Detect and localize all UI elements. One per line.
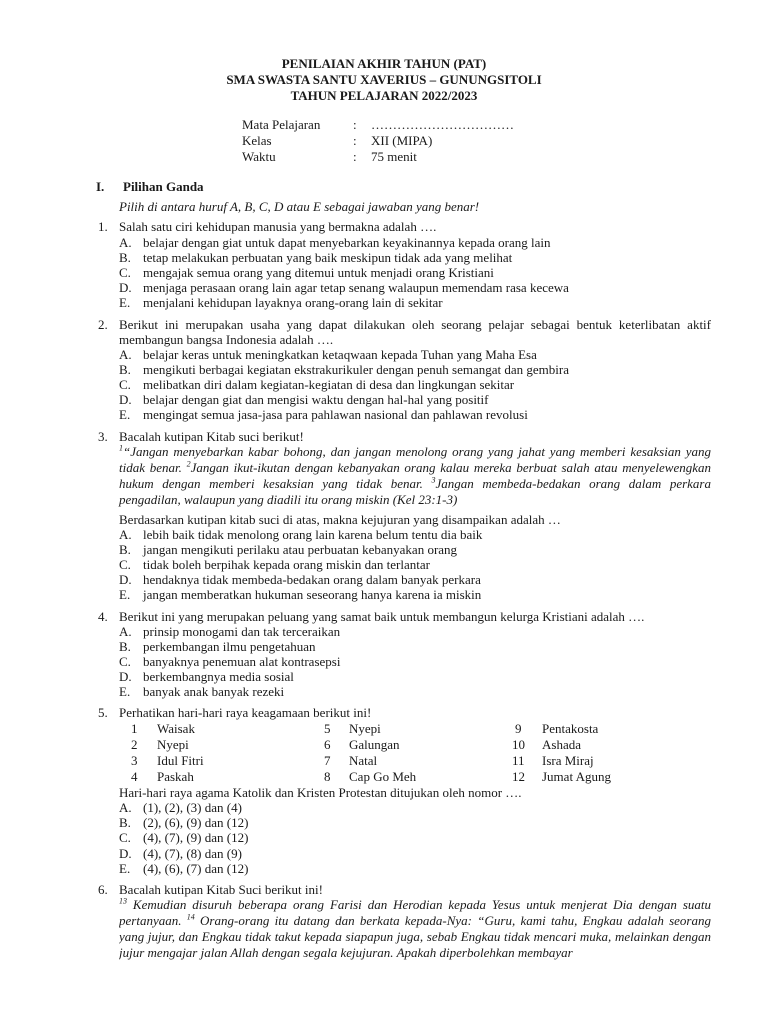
option-text: prinsip monogami dan tak terceraikan: [143, 624, 341, 639]
option-letter: B.: [119, 815, 131, 830]
school-name: SMA SWASTA SANTU XAVERIUS – GUNUNGSITOLI: [226, 72, 542, 87]
option-letter: B.: [119, 250, 131, 265]
option-letter: C.: [119, 557, 131, 572]
option-letter: B.: [119, 639, 131, 654]
option-text: (4), (7), (9) dan (12): [143, 830, 249, 845]
option-text: jangan memberatkan hukuman seseorang hanya karena ia miskin: [143, 587, 482, 602]
verse-text: Kemudian disuruh beberapa orang Farisi dan Herodian kepada Yesus untuk menjerat Dia dengan suatu pertanyaan.: [119, 897, 711, 928]
question-number: 2.: [98, 317, 108, 332]
question-number: 4.: [98, 609, 108, 624]
option-text: perkembangan ilmu pengetahuan: [143, 639, 316, 654]
holiday-number: 7: [324, 753, 331, 768]
holiday-number: 5: [324, 721, 331, 736]
question-number: 6.: [98, 882, 108, 897]
verse-text: Jangan membeda-bedakan orang dalam perkara pengadilan, walaupun yang diadili itu orang miskin (Kel 23:1-3): [119, 476, 711, 507]
holiday-name: Cap Go Meh: [349, 769, 417, 784]
holiday-number: 8: [324, 769, 331, 784]
option-text: banyaknya penemuan alat kontrasepsi: [143, 654, 341, 669]
option-text: menjalani kehidupan layaknya orang-orang lain di sekitar: [143, 295, 443, 310]
option-text: mengingat semua jasa-jasa para pahlawan nasional dan pahlawan revolusi: [143, 407, 528, 422]
option-text: belajar dengan giat untuk dapat menyebarkan keyakinannya kepada orang lain: [143, 235, 551, 250]
holiday-number: 1: [131, 721, 138, 736]
holiday-number: 12: [512, 769, 525, 784]
meta-value: ……………………………: [371, 117, 514, 132]
option-letter: A.: [119, 800, 132, 815]
meta-value: XII (MIPA): [371, 133, 433, 148]
holiday-name: Isra Miraj: [542, 753, 594, 768]
school-year: TAHUN PELAJARAN 2022/2023: [290, 88, 478, 103]
option-letter: D.: [119, 572, 132, 587]
holiday-name: Paskah: [157, 769, 194, 784]
meta-value: 75 menit: [371, 149, 417, 164]
holiday-name: Ashada: [542, 737, 581, 752]
verse-text: “Jangan menyebarkan kabar bohong, dan jangan menolong orang yang jahat yang memberi kesaksian yang tidak benar.: [119, 444, 711, 475]
option-letter: D.: [119, 846, 132, 861]
option-text: (2), (6), (9) dan (12): [143, 815, 249, 830]
option-text: tidak boleh berpihak kepada orang miskin dan terlantar: [143, 557, 430, 572]
option-text: menjaga perasaan orang lain agar tetap senang walaupun memendam rasa kecewa: [143, 280, 569, 295]
option-text: melibatkan diri dalam kegiatan-kegiatan di desa dan lingkungan sekitar: [143, 377, 515, 392]
option-letter: B.: [119, 542, 131, 557]
holiday-name: Nyepi: [349, 721, 381, 736]
meta-sep: :: [353, 149, 357, 164]
holiday-name: Nyepi: [157, 737, 189, 752]
option-text: (4), (6), (7) dan (12): [143, 861, 249, 876]
verse-number: 14: [186, 912, 195, 922]
option-text: belajar dengan giat dan mengisi waktu dengan hal-hal yang positif: [143, 392, 489, 407]
question-text: Bacalah kutipan Kitab suci berikut!: [119, 429, 304, 444]
option-letter: E.: [119, 407, 131, 422]
question-number: 3.: [98, 429, 108, 444]
holiday-number: 9: [515, 721, 522, 736]
holiday-number: 3: [131, 753, 138, 768]
question-prompt: Hari-hari raya agama Katolik dan Kristen Protestan ditujukan oleh nomor ….: [119, 785, 522, 800]
meta-label: Waktu: [242, 149, 276, 164]
exam-title: PENILAIAN AKHIR TAHUN (PAT): [281, 56, 487, 71]
option-text: (1), (2), (3) dan (4): [143, 800, 242, 815]
option-letter: E.: [119, 587, 131, 602]
holiday-name: Waisak: [157, 721, 195, 736]
option-letter: D.: [119, 280, 132, 295]
meta-sep: :: [353, 117, 357, 132]
holiday-name: Pentakosta: [542, 721, 599, 736]
section-instruction: Pilih di antara huruf A, B, C, D atau E sebagai jawaban yang benar!: [119, 199, 480, 214]
option-text: mengajak semua orang yang ditemui untuk menjadi orang Kristiani: [143, 265, 494, 280]
holiday-number: 2: [131, 737, 138, 752]
option-text: mengikuti berbagai kegiatan ekstrakurikuler dengan penuh semangat dan gembira: [143, 362, 569, 377]
option-letter: E.: [119, 861, 131, 876]
holiday-number: 11: [512, 753, 525, 768]
question-number: 1.: [98, 219, 108, 234]
holiday-name: Idul Fitri: [157, 753, 204, 768]
holiday-name: Jumat Agung: [542, 769, 611, 784]
option-letter: C.: [119, 830, 131, 845]
question-prompt: Berdasarkan kutipan kitab suci di atas, makna kejujuran yang disampaikan adalah …: [119, 512, 561, 527]
option-letter: B.: [119, 362, 131, 377]
section-number: I.: [96, 179, 105, 194]
option-text: jangan mengikuti perilaku atau perbuatan kebanyakan orang: [143, 542, 458, 557]
option-text: lebih baik tidak menolong orang lain karena belum tentu dia baik: [143, 527, 483, 542]
option-letter: A.: [119, 624, 132, 639]
holiday-number: 10: [512, 737, 525, 752]
verse-number: 3: [431, 475, 436, 485]
section-title: Pilihan Ganda: [123, 179, 204, 194]
option-letter: A.: [119, 527, 132, 542]
question-number: 5.: [98, 705, 108, 720]
question-text: Salah satu ciri kehidupan manusia yang bermakna adalah ….: [119, 219, 437, 234]
holiday-name: Natal: [349, 753, 378, 768]
holiday-name: Galungan: [349, 737, 400, 752]
option-text: tetap melakukan perbuatan yang baik meskipun tidak ada yang melihat: [143, 250, 513, 265]
scripture-quote: [119, 444, 711, 508]
option-letter: D.: [119, 392, 132, 407]
option-letter: C.: [119, 654, 131, 669]
verse-number: 1: [119, 443, 123, 453]
meta-label: Kelas: [242, 133, 272, 148]
option-letter: D.: [119, 669, 132, 684]
holiday-number: 6: [324, 737, 331, 752]
verse-number: 2: [186, 459, 191, 469]
option-text: banyak anak banyak rezeki: [143, 684, 285, 699]
meta-sep: :: [353, 133, 357, 148]
question-text: Perhatikan hari-hari raya keagamaan berikut ini!: [119, 705, 372, 720]
question-text: Berikut ini yang merupakan peluang yang samat baik untuk membangun kelurga Kristiani adalah ….: [119, 609, 645, 624]
meta-label: Mata Pelajaran: [242, 117, 321, 132]
verse-text: Orang-orang itu datang dan berkata kepada-Nya: “Guru, kami tahu, Engkau adalah seorang yang jujur, dan Engkau tidak takut kepada siapapun juga, sebab Engkau tidak mencari muka, melainkan dengan jujur mengajar jalan Allah dengan segala kejujuran. Apakah diperbolehkan membayar: [119, 913, 711, 960]
verse-text: Jangan ikut-ikutan dengan kebanyakan orang kalau mereka berbuat salah atau menyelewengkan hukum dengan memberi kesaksian yang tidak benar.: [119, 460, 712, 491]
question-text: Bacalah kutipan Kitab Suci berikut ini!: [119, 882, 323, 897]
option-letter: E.: [119, 684, 131, 699]
verse-number: 13: [119, 897, 127, 906]
option-text: berkembangnya media sosial: [143, 669, 294, 684]
scripture-quote: [119, 897, 711, 961]
option-letter: A.: [119, 235, 132, 250]
holiday-number: 4: [131, 769, 138, 784]
question-text: Berikut ini merupakan usaha yang dapat dilakukan oleh seorang pelajar sebagai bentuk keterlibatan aktif membangun bangsa Indonesia adalah ….: [119, 317, 711, 347]
option-text: belajar keras untuk meningkatkan ketaqwaan kepada Tuhan yang Maha Esa: [143, 347, 537, 362]
option-text: (4), (7), (8) dan (9): [143, 846, 242, 861]
option-letter: E.: [119, 295, 131, 310]
option-letter: A.: [119, 347, 132, 362]
option-letter: C.: [119, 377, 131, 392]
option-letter: C.: [119, 265, 131, 280]
option-text: hendaknya tidak membeda-bedakan orang dalam banyak perkara: [143, 572, 481, 587]
